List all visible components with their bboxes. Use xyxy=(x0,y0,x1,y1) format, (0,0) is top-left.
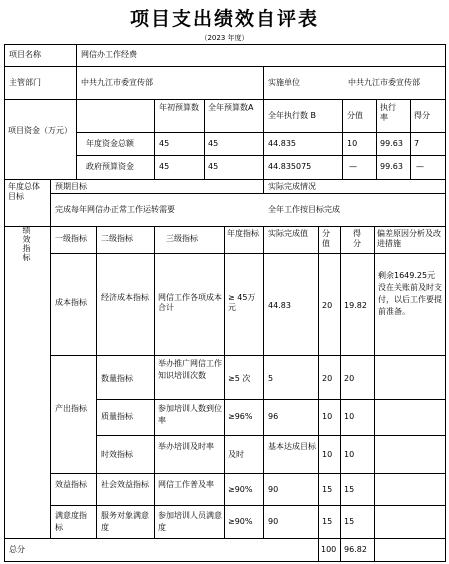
funds-col-score: 得分 xyxy=(414,111,430,120)
benefit-l1: 效益指标 xyxy=(55,480,87,489)
total-label: 总分 xyxy=(9,545,25,554)
funds-row2-budget: 45 xyxy=(159,162,170,171)
funds-row2-score-val: — xyxy=(349,162,357,171)
cost-l3: 网信工作各项成本合计 xyxy=(158,293,222,312)
time-target: 及时 xyxy=(228,450,244,459)
qual-score-val: 10 xyxy=(322,412,333,421)
qty-l2: 数量指标 xyxy=(101,374,133,383)
perf-h-actual: 实际完成值 xyxy=(268,229,308,238)
goal-actual: 全年工作按目标完成 xyxy=(268,205,340,214)
benefit-actual: 90 xyxy=(268,485,279,494)
impl-label: 实施单位 xyxy=(268,78,300,87)
sat-l2: 服务对象满意度 xyxy=(101,511,149,532)
perf-h-level3: 三级指标 xyxy=(166,234,198,243)
cost-l1: 成本指标 xyxy=(55,298,87,307)
dept-value: 中共九江市委宣传部 xyxy=(81,78,153,87)
perf-h-score: 得分 xyxy=(353,229,361,248)
qty-l3: 举办推广网信工作知识培训次数 xyxy=(158,359,222,380)
funds-row2-score: — xyxy=(416,162,424,171)
goal-label: 年度总体目标 xyxy=(8,182,40,201)
time-score-val: 10 xyxy=(322,450,333,459)
funds-row1-score-val: 10 xyxy=(347,139,358,148)
perf-h-reason: 偏差原因分析及改进措施 xyxy=(377,229,441,248)
output-l1: 产出指标 xyxy=(55,404,87,413)
total-score: 96.82 xyxy=(344,545,367,554)
sat-l1: 满意度指标 xyxy=(55,511,87,532)
sat-l3: 参加培训人员满意度 xyxy=(158,511,222,532)
perf-h-target: 年度指标 xyxy=(227,229,259,238)
sat-score-val: 15 xyxy=(322,517,333,526)
cost-score-val: 20 xyxy=(322,301,333,310)
goal-actual-label: 实际完成情况 xyxy=(268,182,316,191)
qual-actual: 96 xyxy=(268,412,279,421)
perf-h-score-val: 分值 xyxy=(322,229,330,248)
benefit-score-val: 15 xyxy=(322,485,333,494)
funds-row1-label: 年度资金总额 xyxy=(86,139,134,148)
year-label: （2023 年度） xyxy=(200,34,249,42)
dept-label: 主管部门 xyxy=(9,78,41,87)
total-score-val: 100 xyxy=(321,545,337,554)
qty-target: ≥5 次 xyxy=(228,374,251,383)
funds-row2-exec: 44.835075 xyxy=(268,162,312,171)
impl-value: 中共九江市委宣传部 xyxy=(348,78,420,87)
page-title: 项目支出绩效自评表 xyxy=(129,8,319,30)
project-name: 网信办工作经费 xyxy=(81,50,137,59)
funds-row1-score: 7 xyxy=(414,139,420,148)
qual-l2: 质量指标 xyxy=(101,412,133,421)
time-actual: 基本达成目标 xyxy=(268,442,316,451)
funds-row1-exec: 44.835 xyxy=(268,139,296,148)
goal-expected-label: 预期目标 xyxy=(55,182,87,191)
funds-row2-rate: 99.63 xyxy=(380,162,403,171)
cost-reason: 剩余1649.25元没在关账前及时支付，以后工作要提前准备。 xyxy=(378,271,442,316)
qty-score-val: 20 xyxy=(322,374,333,383)
perf-h-level2: 二级指标 xyxy=(101,234,133,243)
funds-col-score-val: 分值 xyxy=(347,111,363,120)
cost-target: ≥ 45万元 xyxy=(228,293,256,312)
funds-col-full: 全年预算数A xyxy=(208,103,254,112)
qual-target: ≥96% xyxy=(228,412,253,421)
funds-col-rate: 执行率 xyxy=(380,103,396,122)
sat-actual: 90 xyxy=(268,517,279,526)
funds-row1-budget: 45 xyxy=(159,139,170,148)
qual-l3: 参加培训人数到位率 xyxy=(158,404,222,425)
cost-actual: 44.83 xyxy=(268,301,291,310)
funds-col-exec: 全年执行数 B xyxy=(268,111,317,120)
funds-row2-label: 政府预算资金 xyxy=(86,162,134,171)
benefit-l2: 社会效益指标 xyxy=(101,480,149,489)
funds-label: 项目资金（万元） xyxy=(8,126,72,135)
qual-score: 10 xyxy=(344,412,355,421)
qty-score: 20 xyxy=(344,374,355,383)
goal-expected: 完成每年网信办正常工作运转需要 xyxy=(55,205,175,214)
perf-h-level1: 一级指标 xyxy=(55,234,87,243)
time-l3: 举办培训及时率 xyxy=(158,442,214,451)
funds-col-budget: 年初预算数 xyxy=(159,103,199,112)
perf-label: 绩效指标 xyxy=(22,226,31,262)
time-score: 10 xyxy=(344,450,355,459)
qty-actual: 5 xyxy=(268,374,274,383)
benefit-target: ≥90% xyxy=(228,485,253,494)
funds-row2-full: 45 xyxy=(208,162,219,171)
benefit-l3: 网信工作普及率 xyxy=(158,480,214,489)
funds-row1-rate: 99.63 xyxy=(380,139,403,148)
project-name-label: 项目名称 xyxy=(9,50,41,59)
cost-score: 19.82 xyxy=(344,301,367,310)
sat-score: 15 xyxy=(344,517,355,526)
benefit-score: 15 xyxy=(344,485,355,494)
cost-l2: 经济成本指标 xyxy=(101,293,149,302)
funds-row1-full: 45 xyxy=(208,139,219,148)
time-l2: 时效指标 xyxy=(101,450,133,459)
sat-target: ≥90% xyxy=(228,517,253,526)
